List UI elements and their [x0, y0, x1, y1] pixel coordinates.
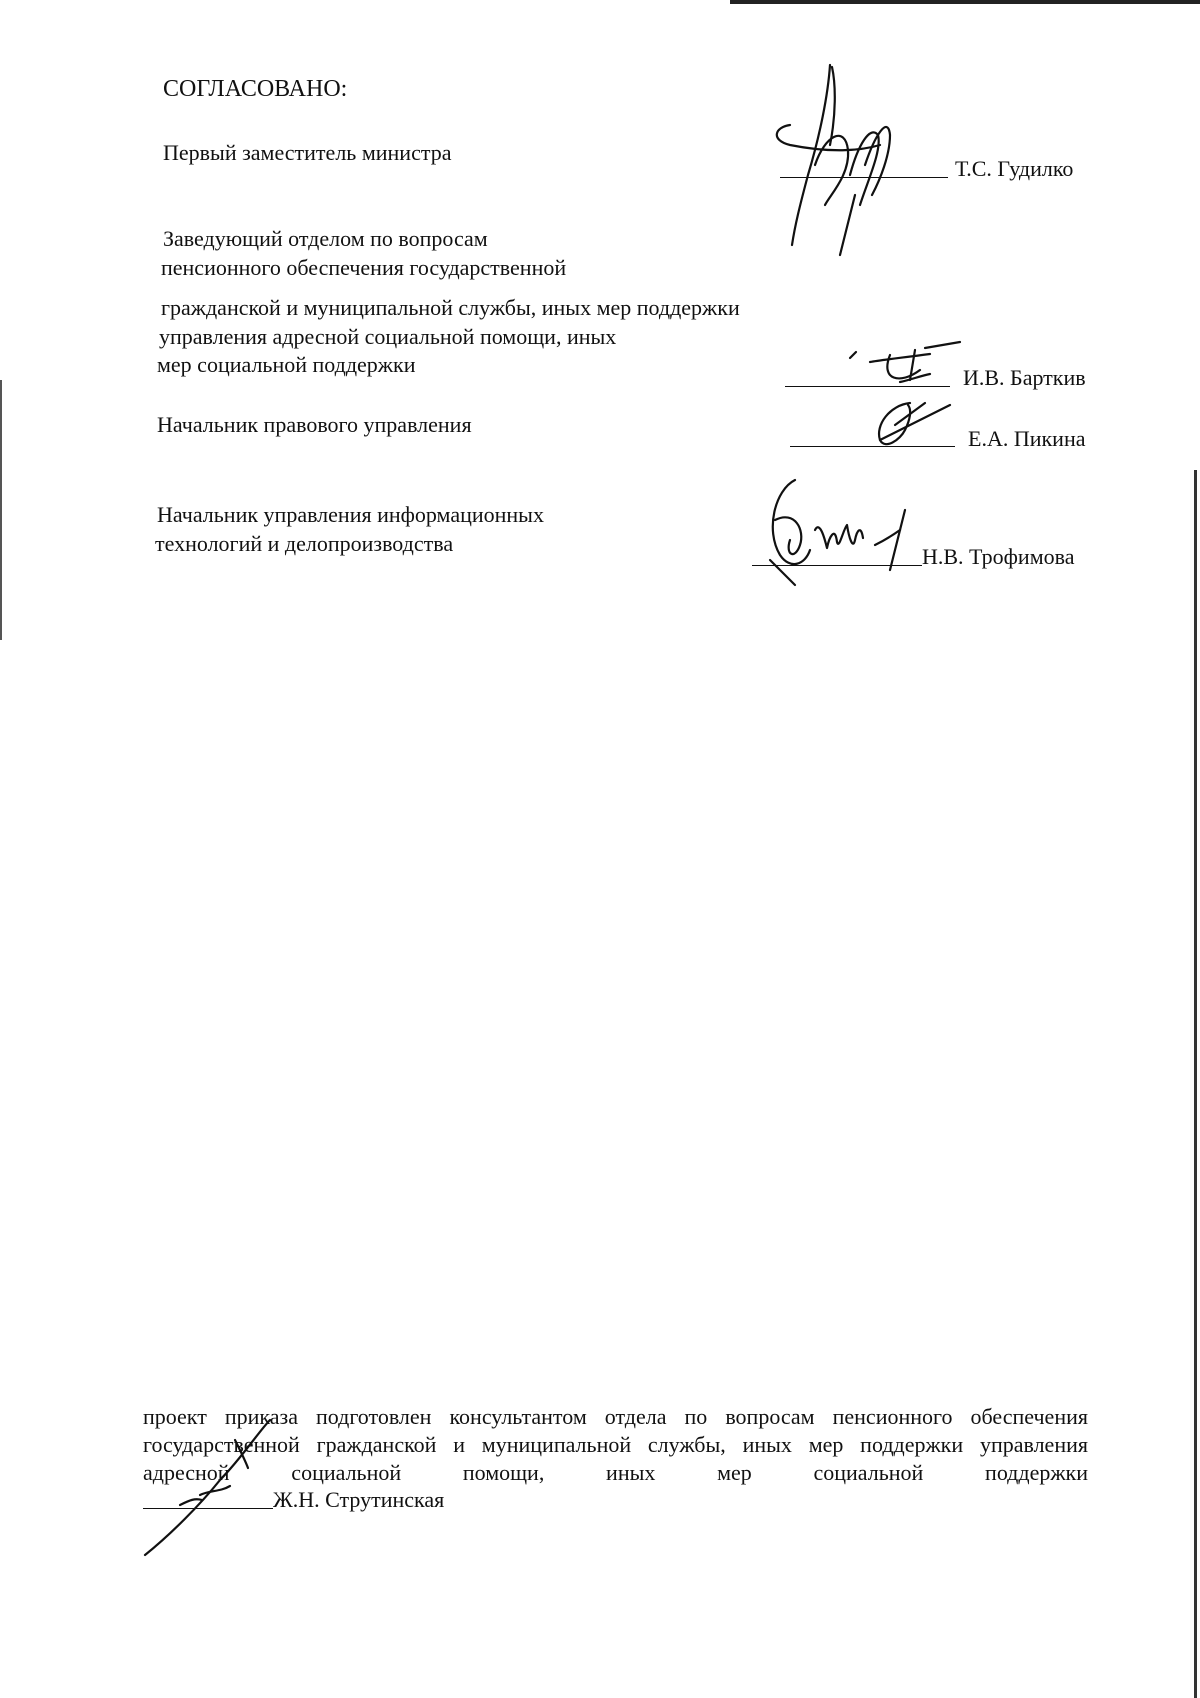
approval-position-line: Начальник правового управления	[157, 412, 472, 437]
scan-edge-left	[0, 380, 2, 640]
approval-name: И.В. Барткив	[963, 365, 1086, 390]
page-title: СОГЛАСОВАНО:	[163, 76, 348, 102]
approval-position-line: пенсионного обеспечения государственной	[161, 255, 567, 280]
approval-position-line: мер социальной поддержки	[157, 352, 416, 377]
scan-edge-right	[1194, 470, 1197, 1698]
approval-position-line: гражданской и муниципальной службы, иных мер поддержки	[161, 295, 740, 320]
footer-name: Ж.Н. Струтинская	[273, 1487, 445, 1512]
approval-name: Т.С. Гудилко	[955, 156, 1074, 181]
signature-gudilko	[770, 55, 940, 255]
scan-edge-top	[730, 0, 1200, 4]
signature-strutinskaya	[140, 1420, 300, 1560]
approval-position-line: Начальник управления информационных	[157, 502, 544, 527]
approval-position-line: Первый заместитель министра	[163, 140, 452, 165]
approval-name: Е.А. Пикина	[968, 426, 1086, 451]
approval-position-line: управления адресной социальной помощи, иных	[159, 324, 617, 349]
approval-name: Н.В. Трофимова	[922, 544, 1075, 569]
signature-trofimova	[755, 470, 925, 590]
footer-line: проект приказа подготовлен консультантом отдела по вопросам пенсионного обеспечения	[143, 1404, 1088, 1429]
signature-pikina	[850, 395, 960, 455]
approval-position-line: технологий и делопроизводства	[155, 531, 454, 556]
footer-line: государственной гражданской и муниципальной службы, иных мер поддержки управления	[143, 1432, 1088, 1457]
signature-bartkiv	[840, 340, 970, 400]
footer-line: адресной социальной помощи, иных мер социальной поддержки	[143, 1460, 1088, 1485]
approval-position-line: Заведующий отделом по вопросам	[163, 226, 488, 251]
